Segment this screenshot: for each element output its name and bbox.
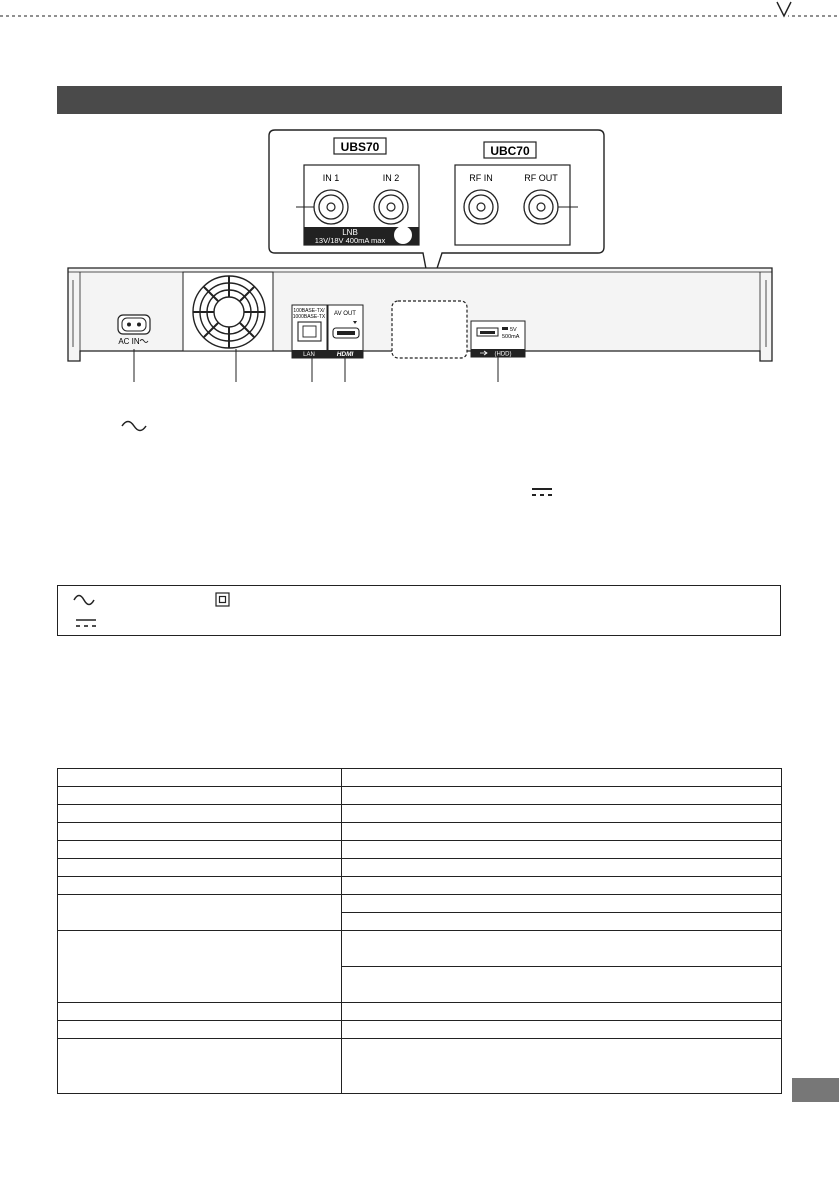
table-cell: [58, 1003, 342, 1021]
model-ubc70-label: UBC70: [490, 144, 530, 158]
table-cell: [58, 769, 342, 787]
specifications-table: [57, 768, 782, 1094]
table-cell: [342, 967, 782, 1003]
table-row: [58, 895, 782, 913]
table-cell: [342, 1003, 782, 1021]
legend-ac-symbol-icon: [72, 590, 98, 606]
usb-voltage: 5V: [510, 327, 517, 333]
table-cell: [342, 823, 782, 841]
table-cell: [58, 823, 342, 841]
symbol-legend-box: [57, 585, 781, 636]
model-ubs70-label: UBS70: [340, 140, 380, 154]
table-cell: [342, 805, 782, 823]
table-cell: [342, 1039, 782, 1094]
lnb-title: LNB: [342, 228, 358, 237]
table-row: [58, 859, 782, 877]
section-header-bar: [57, 86, 782, 114]
in2-connector: [374, 190, 408, 224]
table-row: [58, 841, 782, 859]
table-row: [58, 787, 782, 805]
table-cell: [342, 787, 782, 805]
table-cell: [58, 787, 342, 805]
table-cell: [342, 859, 782, 877]
in2-label: IN 2: [382, 173, 400, 183]
cut-line: [0, 0, 839, 18]
table-cell: [58, 895, 342, 931]
lan-spec-line2: 1000BASE-TX: [292, 314, 326, 320]
table-cell: [342, 913, 782, 931]
lnb-spec: 13V/18V 400mA max: [314, 236, 386, 245]
table-cell: [58, 877, 342, 895]
table-row: [58, 805, 782, 823]
ac-symbol-icon: [120, 416, 156, 432]
usb-hdd-port: [471, 321, 525, 358]
table-cell: [342, 769, 782, 787]
dc-symbol-icon: [530, 485, 554, 499]
usb-label: (HDD): [494, 351, 512, 358]
usb-current: 500mA: [502, 334, 520, 340]
rf-in-connector: [464, 190, 498, 224]
hdmi-av-out-port: [328, 305, 363, 358]
table-row: [58, 769, 782, 787]
table-cell: [342, 841, 782, 859]
table-row: [58, 1021, 782, 1039]
hdmi-logo: HDMI: [336, 351, 354, 358]
rf-out-label: RF OUT: [524, 173, 558, 183]
table-cell: [342, 1021, 782, 1039]
cooling-fan: [183, 272, 273, 351]
table-row: [58, 877, 782, 895]
table-cell: [342, 895, 782, 913]
rf-out-connector: [524, 190, 558, 224]
table-row: [58, 1003, 782, 1021]
table-row: [58, 931, 782, 967]
table-row: [58, 823, 782, 841]
table-cell: [58, 931, 342, 1003]
table-cell: [58, 841, 342, 859]
table-cell: [58, 805, 342, 823]
ac-in-label: AC IN: [118, 337, 140, 346]
in1-connector: [314, 190, 348, 224]
table-row: [58, 1039, 782, 1094]
terminal-callout: [269, 130, 604, 290]
legend-class2-symbol-icon: [215, 592, 231, 608]
rear-panel-diagram: [0, 125, 839, 395]
table-cell: [342, 877, 782, 895]
av-out-label: AV OUT: [334, 311, 356, 317]
table-cell: [58, 859, 342, 877]
lan-label: LAN: [303, 352, 315, 358]
table-cell: [58, 1021, 342, 1039]
in1-label: IN 1: [322, 173, 340, 183]
legend-dc-symbol-icon: [74, 616, 98, 630]
lan-spec-line1: 100BASE-TX/: [293, 308, 325, 314]
table-cell: [58, 1039, 342, 1094]
rf-in-label: RF IN: [469, 173, 493, 183]
page-tab: [792, 1078, 839, 1102]
lan-port: [292, 305, 327, 358]
terminal-area-outline: [392, 301, 467, 358]
table-cell: [342, 931, 782, 967]
